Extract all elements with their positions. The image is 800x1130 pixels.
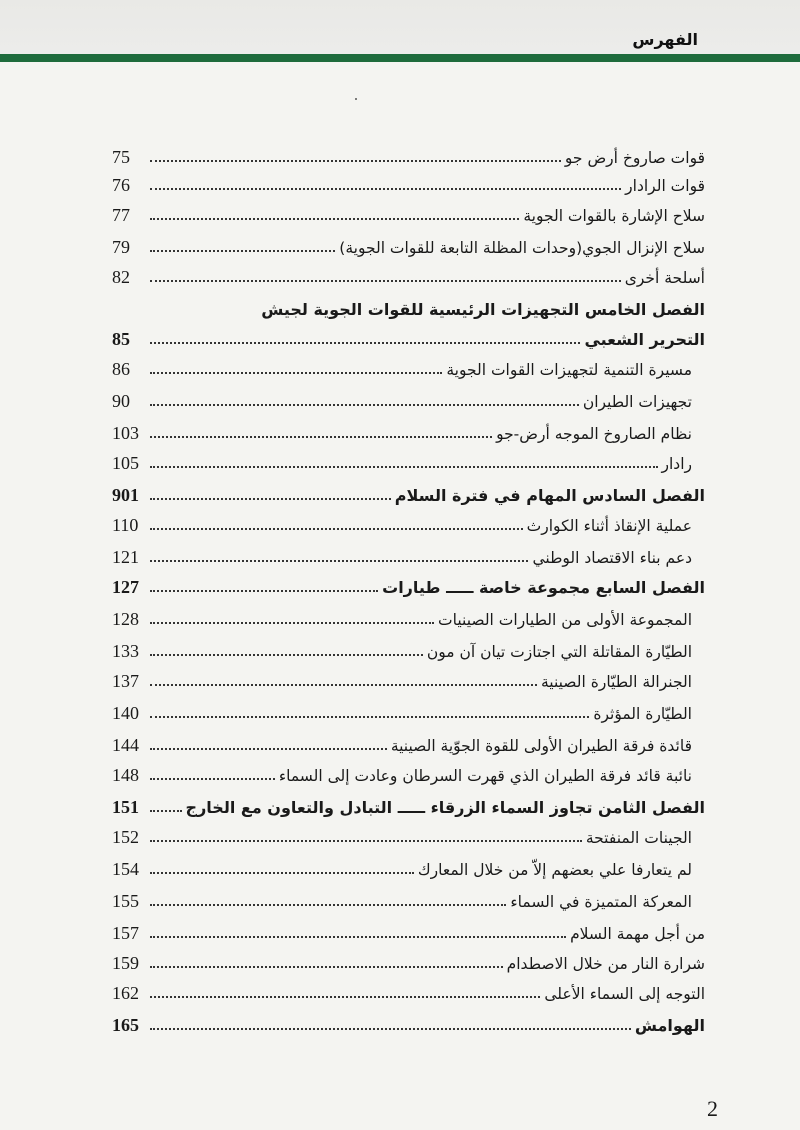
dot-leader xyxy=(150,560,528,562)
toc-entry-page: 152 xyxy=(112,827,139,847)
toc-entry-title: سلاح الإشارة بالقوات الجوية xyxy=(523,207,705,225)
toc-entry-page: 155 xyxy=(112,891,139,911)
toc-entry-page: 121 xyxy=(112,547,139,567)
toc-entry-title: الجينات المنفتحة xyxy=(585,829,692,847)
dot-leader xyxy=(150,654,423,656)
dot-leader xyxy=(150,250,335,252)
toc-entry-title: شرارة النار من خلال الاصطدام xyxy=(506,955,705,973)
dot-leader xyxy=(150,528,523,530)
toc-entry-page: 151 xyxy=(112,797,139,817)
toc-entry-title: التحرير الشعبي xyxy=(584,330,705,349)
toc-entry xyxy=(112,914,705,944)
toc-entry-page: 82 xyxy=(112,267,130,287)
toc-entry xyxy=(112,662,692,692)
toc-chapter-entry xyxy=(112,476,705,506)
toc-entry xyxy=(112,196,705,226)
toc-entry xyxy=(112,350,692,380)
dot-leader xyxy=(150,280,621,282)
toc-entry xyxy=(112,538,692,568)
toc-entry-title: التوجه إلى السماء الأعلى xyxy=(544,985,705,1003)
toc-entry-title: من أجل مهمة السلام xyxy=(570,925,705,943)
toc-entry-title: رادار xyxy=(661,455,692,473)
toc-entry-title: نائبة قائد فرقة الطيران الذي قهرت السرطان وعادت إلى السماء xyxy=(278,767,692,785)
toc-entry-title: الجنرالة الطيّارة الصينية xyxy=(540,673,692,691)
toc-entry-page: 90 xyxy=(112,391,130,411)
dot-leader xyxy=(150,904,506,906)
toc-entry-title: قوات الرادار xyxy=(625,177,705,195)
toc-entry-page: 162 xyxy=(112,983,139,1003)
toc-entry xyxy=(112,694,692,724)
toc-entry-title: قائدة فرقة الطيران الأولى للقوة الجوّية الصينية xyxy=(390,737,692,755)
page-header-title: الفهرس xyxy=(632,30,698,49)
dot-leader xyxy=(150,872,414,874)
toc-entry-page: 157 xyxy=(112,923,139,943)
toc-entry xyxy=(112,444,692,474)
dot-leader xyxy=(150,716,589,718)
toc-entry xyxy=(112,882,692,912)
dot-leader xyxy=(150,840,582,842)
toc-chapter-entry xyxy=(112,568,705,598)
toc-entry xyxy=(112,756,692,786)
toc-entry-page: 103 xyxy=(112,423,139,443)
dot-leader xyxy=(150,590,378,592)
dot-leader xyxy=(150,436,492,438)
toc-entry xyxy=(112,974,705,1004)
toc-entry xyxy=(112,632,692,662)
toc-entry-title: الطيّارة المؤثرة xyxy=(593,705,692,723)
dot-leader xyxy=(150,748,387,750)
toc-entry-page: 75 xyxy=(112,147,130,167)
dot-leader xyxy=(150,810,182,812)
dot-leader xyxy=(150,466,658,468)
dot-leader xyxy=(150,622,434,624)
toc-entry-page: 133 xyxy=(112,641,139,661)
dot-leader xyxy=(150,1028,631,1030)
toc-entry-page: 128 xyxy=(112,609,139,629)
toc-entry-page: 159 xyxy=(112,953,139,973)
dot-leader xyxy=(150,342,580,344)
toc-entry-page: 76 xyxy=(112,175,130,195)
toc-entry-title: الفصل السابع مجموعة خاصة ـــــ طيارات xyxy=(382,578,705,597)
toc-entry xyxy=(112,382,692,412)
toc-entry xyxy=(112,506,692,536)
toc-entry-page: 140 xyxy=(112,703,139,723)
toc-entry-page: 86 xyxy=(112,359,130,379)
toc-entry-title: سلاح الإنزال الجوي(وحدات المظلة التابعة للقوات الجوية) xyxy=(339,239,705,257)
toc-entry-page: 79 xyxy=(112,237,130,257)
toc-entry-title: المجموعة الأولى من الطيارات الصينيات xyxy=(438,611,692,629)
toc-entry-title: الفصل الخامس التجهيزات الرئيسية للقوات الجوية لجيش xyxy=(261,300,705,319)
toc-chapter-heading xyxy=(112,290,705,320)
toc-entry-page: 144 xyxy=(112,735,139,755)
toc-entry-title: الفصل السادس المهام في فترة السلام xyxy=(394,486,705,505)
toc-entry-title: مسيرة التنمية لتجهيزات القوات الجوية xyxy=(446,361,692,379)
toc-entry-title: عملية الإنقاذ أثناء الكوارث xyxy=(526,517,692,535)
toc-entry xyxy=(112,850,692,880)
toc-entry-title: دعم بناء الاقتصاد الوطني xyxy=(532,549,692,567)
toc-chapter-entry xyxy=(112,788,705,818)
toc-entry xyxy=(112,228,705,258)
toc-entry-title: قوات صاروخ أرض جو xyxy=(564,149,705,167)
toc-entry-title: المعركة المتميزة في السماء xyxy=(510,893,692,911)
toc-entry xyxy=(112,818,692,848)
dot-leader xyxy=(150,684,537,686)
dot-leader xyxy=(150,498,391,500)
toc-entry xyxy=(112,944,705,974)
toc-entry-page: 901 xyxy=(112,485,139,505)
page-number: 2 xyxy=(707,1096,718,1121)
toc-entry-page: 110 xyxy=(112,515,139,535)
toc-entry xyxy=(112,166,705,196)
toc-chapter-entry xyxy=(112,320,705,350)
toc-entry-title: تجهيزات الطيران xyxy=(582,393,692,411)
toc-entry-title: لم يتعارفا علي بعضهم إلاّ من خلال المعارك xyxy=(417,861,692,879)
toc-entry xyxy=(112,414,692,444)
dot-leader xyxy=(150,966,503,968)
toc-entry-title: الفصل الثامن تجاوز السماء الزرقاء ـــــ التبادل والتعاون مع الخارج xyxy=(185,798,705,817)
dot-leader xyxy=(150,372,442,374)
toc-entry-page: 77 xyxy=(112,205,130,225)
toc-entry xyxy=(112,138,705,168)
dot-leader xyxy=(150,778,275,780)
toc-entry-title: الطيّارة المقاتلة التي اجتازت تيان آن مون xyxy=(426,643,692,661)
toc-entry xyxy=(112,258,705,288)
toc-entry-page: 154 xyxy=(112,859,139,879)
toc-entry-title: الهوامش xyxy=(634,1016,705,1035)
toc-entry-title: أسلحة أخرى xyxy=(624,269,705,287)
dot-leader xyxy=(150,404,579,406)
toc-entry-page: 137 xyxy=(112,671,139,691)
dot-leader xyxy=(150,218,519,220)
toc-entry-page: 165 xyxy=(112,1015,139,1035)
toc-entry xyxy=(112,600,692,630)
toc-entry-page: 127 xyxy=(112,577,139,597)
dot-leader xyxy=(150,188,621,190)
toc-chapter-entry xyxy=(112,1006,705,1036)
dot-leader xyxy=(150,996,540,998)
toc-entry-title: نظام الصاروخ الموجه أرض-جو xyxy=(496,425,692,443)
toc-entry xyxy=(112,726,692,756)
dot-leader xyxy=(150,936,566,938)
toc-entry-page: 85 xyxy=(112,329,130,349)
dot-leader xyxy=(150,160,561,162)
toc-entry-page: 105 xyxy=(112,453,139,473)
toc-entry-page: 148 xyxy=(112,765,139,785)
